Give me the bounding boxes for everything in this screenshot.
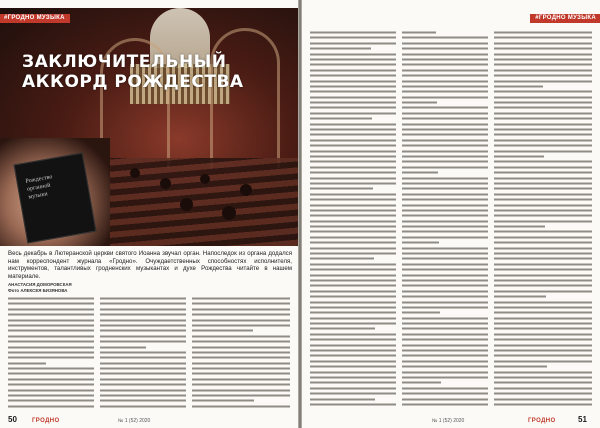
author-name: АНАСТАСИЯ ДОМОРОВСКАЯ [8, 282, 72, 287]
audience-member [240, 184, 252, 196]
article-lead: Весь декабрь в Лютеранской церкви святого Иоанна звучал орган. Напоследок из органа додался нам корреспондент журнала «Гродно». Очуждаетственных способностях исполнителя, инструментов, талантливых гродненских музыкантах и духе Рождества читайте в нашем материале. [8, 250, 292, 280]
page-footer [302, 412, 600, 428]
right-page [302, 0, 600, 428]
text-line [8, 404, 94, 409]
byline [8, 282, 72, 293]
text-line [310, 402, 396, 407]
booklet-text: Рождество [25, 174, 53, 185]
booklet-text: органной [26, 182, 52, 193]
audience-member [200, 174, 210, 184]
page-number: 50 [8, 415, 17, 424]
headline-line: АККОРД РОЖДЕСТВА [22, 72, 244, 92]
article-headline [22, 52, 244, 92]
audience-member [160, 178, 171, 189]
page-number: 51 [578, 415, 587, 424]
hero-photo [0, 8, 298, 246]
audience-member [130, 168, 140, 178]
booklet-text: музыки [28, 191, 49, 201]
text-line [402, 402, 488, 407]
concert-program-booklet [14, 153, 97, 244]
magazine-name: ГРОДНО [32, 418, 60, 424]
headline-line: ЗАКЛЮЧИТЕЛЬНЫЙ [22, 52, 227, 72]
audience-member [180, 198, 193, 211]
church-arch [210, 28, 280, 168]
left-page [0, 0, 298, 428]
issue-number: № 1 (52) 2020 [118, 418, 151, 424]
audience-member [222, 206, 236, 220]
text-line [100, 404, 186, 409]
section-tag: #ГРОДНО МУЗЫКА [0, 14, 70, 23]
text-line [192, 404, 290, 409]
body-column [8, 296, 94, 412]
section-tag: #ГРОДНО МУЗЫКА [530, 14, 600, 23]
text-line [494, 402, 592, 407]
body-column [494, 30, 592, 410]
issue-number: № 1 (52) 2020 [432, 418, 465, 424]
body-column [310, 30, 396, 410]
photo-credit: Фото АЛЕКСЕЯ БИЗЯНОВА [8, 287, 68, 293]
magazine-name: ГРОДНО [528, 418, 556, 424]
body-column [402, 30, 488, 410]
page-footer [0, 412, 298, 428]
body-column [192, 296, 290, 412]
body-column [100, 296, 186, 412]
